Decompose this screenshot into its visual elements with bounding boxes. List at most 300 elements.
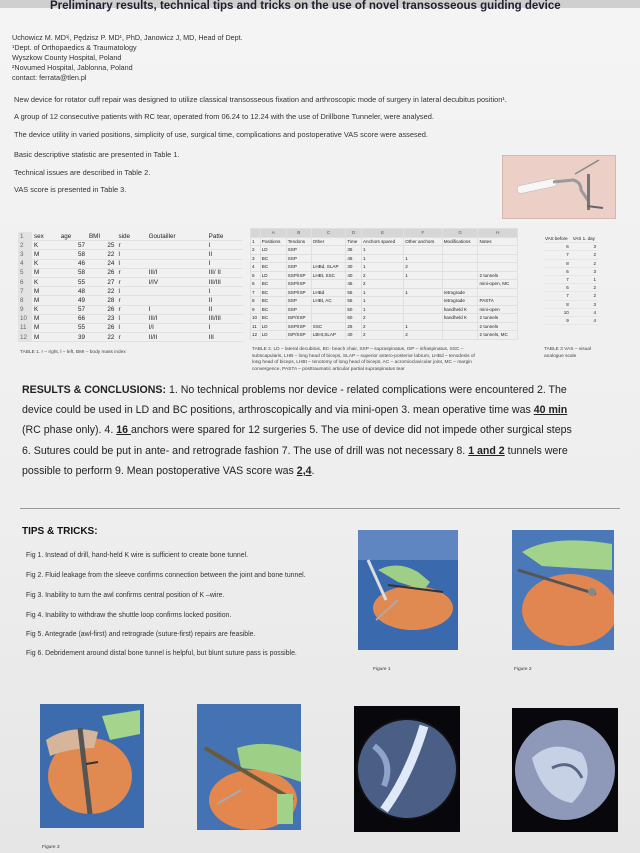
results-heading: RESULTS & CONCLUSIONS: [22, 384, 166, 396]
table-cell: 1 [404, 288, 443, 297]
table-row [18, 250, 243, 259]
row-number: 4 [18, 259, 32, 268]
table-cell [311, 246, 346, 255]
table-cell: I/I [147, 323, 207, 332]
table-3-caption [544, 347, 591, 360]
results-text: tunnels were [504, 445, 568, 457]
table-cell: SSP [286, 297, 311, 306]
table-cell: III/ II [207, 268, 243, 277]
row-number: 11 [251, 322, 261, 331]
figure-6-arthroscopy [512, 708, 618, 832]
vas-score-value: 2,4 [296, 465, 312, 477]
table-row [251, 288, 518, 297]
row-number: 12 [251, 331, 261, 340]
caption-line: long head of biceps, LHBt – tenotomy of long head of biceps, AC – acromioclavicular joint, MC – margin [252, 360, 472, 365]
table-row [543, 300, 598, 308]
table-cell: 22 [87, 333, 116, 342]
table-cell: 1 [361, 246, 403, 255]
table-cell: 27 [87, 277, 116, 286]
table-cell: l [116, 250, 146, 259]
table-row [543, 267, 598, 275]
row-number: 3 [251, 254, 261, 263]
table-cell: BC [260, 263, 286, 272]
table-cell: ISP/SSP [286, 331, 311, 340]
arthroscopy-view-icon [354, 706, 460, 832]
row-number: 1 [251, 237, 261, 246]
table-cell [442, 246, 478, 255]
table-cell [442, 254, 478, 263]
table-cell: BC [260, 305, 286, 314]
table-cell: 6 [543, 243, 571, 251]
table-cell: 49 [59, 296, 87, 305]
tip-item: Fig 1. Instead of drill, hand-held K wire is sufficient to create bone tunnel. [26, 552, 249, 559]
table-cell: SSP/ISP [286, 288, 311, 297]
table-header-cell: sex [32, 232, 59, 241]
surgery-photo-icon [512, 530, 614, 650]
table-cell: LHBd [311, 288, 346, 297]
table-cell: 9 [543, 316, 571, 324]
table-cell: 26 [87, 305, 116, 314]
affiliation-1: ¹Dept. of Orthopaedics & Traumatology [12, 43, 137, 52]
caption-line: TABLE 2. LD – lateral decubitus, BC- beach chair, SSP – supraspinatus, ISP – infraspinatus, SSC – [252, 347, 464, 352]
table-row [251, 280, 518, 289]
table-cell: 2 tunnels [478, 271, 518, 280]
table-header-cell: BMI [87, 232, 116, 241]
row-number: 8 [251, 297, 261, 306]
row-number: 10 [18, 314, 32, 323]
table-cell: 2 [361, 331, 403, 340]
table-header-cell: side [116, 232, 146, 241]
table-cell: 2 [361, 322, 403, 331]
table-cell: 58 [59, 268, 87, 277]
table-row [18, 296, 243, 305]
caption-line: analogue scale [544, 353, 577, 359]
table-header-cell: Notes [478, 237, 518, 246]
table-row [18, 241, 243, 250]
table-row [251, 263, 518, 272]
table-cell [311, 305, 346, 314]
table-cell: l [116, 323, 146, 332]
figure-2-photo [512, 530, 614, 650]
table-cell: 2 tunnels, MC [478, 331, 518, 340]
table-cell: 1 [361, 263, 403, 272]
table-cell: SSP/ISP [286, 271, 311, 280]
table-cell [147, 259, 207, 268]
table-row [251, 331, 518, 340]
results-text: device could be used in LD and BC positions, arthroscopically and via mini-open 3. mean operative time was [22, 404, 534, 416]
table-cell: r [116, 305, 146, 314]
tips-heading: TIPS & TRICKS: [22, 526, 98, 537]
table-cell: II [207, 250, 243, 259]
table-cell [442, 271, 478, 280]
row-number: 5 [251, 271, 261, 280]
tip-item: Fig 3. Inability to turn the awl confirms central position of K –wire. [26, 592, 225, 599]
results-text: 1. No technical problems nor device - related complications were encountered 2. The [166, 384, 567, 396]
table-cell: LHBd, SLAP [311, 263, 346, 272]
table-cell: 8 [543, 300, 571, 308]
table-cell: M [32, 296, 59, 305]
column-letter-row [251, 229, 518, 238]
table-cell: 66 [59, 314, 87, 323]
table-cell: 45 [346, 280, 362, 289]
table-cell: mini-open [478, 305, 518, 314]
table-row [18, 314, 243, 323]
table-cell: K [32, 305, 59, 314]
table-cell [478, 263, 518, 272]
author-block [12, 33, 243, 83]
table-cell [404, 280, 443, 289]
poster: Preliminary results, technical tips and tricks on the use of novel transosseous guiding device Uchowicz M. MD¹ʲ, Pędzisz P. MD¹, PhD, Janowicz J, MD, Head of Dept. ¹Dept. of Orthopaedics & Traumatology Wyszkow County Hospital, Poland ²Novumed Hospital, Jablonna, Poland contact: ferrata@tlen.pl New device for rotator cuff repair was designed to utilize classical transosseous fixation and arthroscopic mode of surgery in lateral decubitus position¹. A group of 12 consecutive patients with RC tear, operated from 06.24 to 12.24 with the use of Drillbone Tunneler, were analysed. The device utility in varied positions, simplicity of use, surgical time, complications and postoperative VAS score were assesed. Basic descriptive statistic are presented in Table 1. Technical issues are described in Table 2. VAS score is presented in Table 3. 1 sex age BMI side Goutailler Patte 2 K 57 25 r I 3 M 58 22 l II 4 K 46 24 l I 5 M 58 26 r III/I III/ II 6 K 55 27 r I/IV III/III 7 M 48 22 l I 8 M 49 28 r II 9 K 57 26 r I II 10 M 66 23 l III/I III/III 11 M 55 26 l I/I I 12 M 39 22 r II/II III TABLE 1. r – right, l – left, BMI – body mass index A B C D E F G H 1 Positions Tendons Other Time Anchors spared Other anchors Modifications Notes 2 LD SSP 35 1 3 BC SSP 45 1 1 4 BC SSP LHBd, SLAP 30 1 2 5 LD SSP/ISP LHBt, SSC 40 2 1 2 tunnels 6 BC SSP/ISP 45 2 mini-open, MC 7 BC SSP/ISP LHBd 55 1 1 retrograde 8 BC SSP LHBt, AC 55 1 retrograde PASTA 9 BC SSP 50 1 handheld K mini-open 10 BC ISP/SSP 60 2 handheld K 2 tunnels 11 LD SSP/ISP SSC 25 2 1 2 tunnels 12 LD ISP/SSP LBHt,SLAP 40 2 2 2 tunnels, MC TABLE 2. LD – lateral decubitus, BC- beach chair, SSP – supraspinatus, ISP – infraspinatus, SSC – subscapularis, LHB – long head of biceps, SLAP – superior antero-posterior labrum, LHBd – tenodesis of long head of biceps, LHBt – tenotomy of long head of biceps, AC – acromioclavicular joint, MC – margin convergence, PASTA – posttraumatic articular partial supraspinatus tear VAS before VAS 1. day 6 3 7 2 8 2 6 3 7 1 6 2 7 2 8 3 10 4 9 4 TABLE 3 VAS – visual analogue scale RESULTS & CONCLUSIONS: 1. No technical problems nor device - related complications were encountered 2. The device could be used in LD and BC positions, arthroscopically and via mini-open 3. mean operative time was 40 min (RC phase only). 4. 16 anchors were spared for 12 surgeries 5. The use of device did not impede other surgical steps 6. Sutures could be put in ante- and retrograde fashion 7. The use of drill was not necessary 8. 1 and 2 tunnels were possible to perform 9. Mean postoperative VAS score was 2,4. TIPS & TRICKS: Fig 1. Instead of drill, hand-held K wire is sufficient to create bone tunnel. Fig 2. Fluid leakage from the sleeve confirms connection between the joint and bone tunnel. Fig 3. Inability to turn the awl confirms central position of K –wire. Fig 4. Inability to withdraw the shuttle loop confirms locked position. Fig 5. Antegrade (awl-first) and retrograde (suture-first) repairs are feasible. Fig 6. Debridement around distal bone tunnel is helpful, but blunt suture pass is possible. Figure 1 Figure 2 Figure 3 [0, 0, 640, 853]
table-cell: I [207, 259, 243, 268]
table-header-cell: Tendons [286, 237, 311, 246]
table-cell: 7 [543, 292, 571, 300]
table-cell: 57 [59, 241, 87, 250]
row-number: 5 [18, 268, 32, 277]
figure-1-label: Figure 1 [373, 667, 391, 672]
table-cell: 48 [59, 287, 87, 296]
table-cell: III/III [207, 277, 243, 286]
table-cell: 2 [571, 259, 598, 267]
row-number: 6 [18, 277, 32, 286]
intro-line: Basic descriptive statistic are presented in Table 1. [14, 150, 180, 159]
table-cell [311, 314, 346, 323]
results-text: possible to perform 9. Mean postoperative VAS score was [22, 465, 297, 477]
table-row [543, 316, 598, 324]
table-row [251, 305, 518, 314]
table-cell: r [116, 277, 146, 286]
table-row [18, 287, 243, 296]
table-cell: 58 [59, 250, 87, 259]
table-cell: 55 [59, 323, 87, 332]
results-text: anchors were spared for 12 surgeries 5. The use of device did not impede other surgical steps [130, 424, 572, 436]
table-cell: 6 [543, 284, 571, 292]
row-number: 1 [18, 232, 32, 241]
table-cell: 2 tunnels [478, 314, 518, 323]
table-cell: SSP/ISP [286, 322, 311, 331]
row-number: 6 [251, 280, 261, 289]
row-number: 12 [18, 333, 32, 342]
intro-line: Technical issues are described in Table 2. [14, 168, 151, 177]
table-cell [147, 241, 207, 250]
table-cell: mini-open, MC [478, 280, 518, 289]
table-cell: 10 [543, 308, 571, 316]
table-cell: 28 [87, 296, 116, 305]
table-cell: 2 [571, 284, 598, 292]
table-cell: K [32, 259, 59, 268]
table-cell: 23 [87, 314, 116, 323]
table-cell: I [207, 287, 243, 296]
row-number: 3 [18, 250, 32, 259]
table-cell: 57 [59, 305, 87, 314]
table-cell [404, 246, 443, 255]
table-cell: 26 [87, 268, 116, 277]
caption-line: convergence, PASTA – posttraumatic articular partial supraspinatus tear [252, 366, 405, 372]
table-cell: LD [260, 246, 286, 255]
table-cell: I [147, 305, 207, 314]
table-row [543, 259, 598, 267]
table-row [543, 292, 598, 300]
table-cell: LHBt, SSC [311, 271, 346, 280]
table-cell: 55 [346, 288, 362, 297]
table-row [543, 235, 598, 243]
table-cell: SSP/ISP [286, 280, 311, 289]
table-cell: 1 [361, 305, 403, 314]
table-cell: 22 [87, 287, 116, 296]
table-cell: l [116, 259, 146, 268]
surgery-photo-icon [358, 530, 458, 650]
table-cell: 2 [361, 271, 403, 280]
table-row [543, 251, 598, 259]
table-cell: SSP [286, 263, 311, 272]
table-header-cell: Positions [260, 237, 286, 246]
table-cell [404, 297, 443, 306]
surgery-photo-icon [40, 704, 144, 828]
table-cell [478, 246, 518, 255]
table-cell: 60 [346, 314, 362, 323]
column-letter: D [346, 229, 362, 238]
table-cell: 22 [87, 250, 116, 259]
figure-1-photo [358, 530, 458, 650]
row-number: 7 [18, 287, 32, 296]
figure-3-photo [40, 704, 144, 828]
table-row [251, 314, 518, 323]
table-cell: retrograde [442, 297, 478, 306]
intro-line: New device for rotator cuff repair was designed to utilize classical transosseous fixation and arthroscopic mode of surgery in lateral decubitus position¹. [14, 95, 507, 104]
table-cell [311, 280, 346, 289]
table-row [18, 333, 243, 342]
table-cell: SSC [311, 322, 346, 331]
table-cell: 1 [404, 322, 443, 331]
table-row [18, 259, 243, 268]
tip-item: Fig 5. Antegrade (awl-first) and retrograde (suture-first) repairs are feasible. [26, 631, 256, 638]
table-cell [442, 280, 478, 289]
table-cell: ISP/SSP [286, 314, 311, 323]
column-letter: A [260, 229, 286, 238]
table-cell [311, 254, 346, 263]
table-cell [442, 263, 478, 272]
table-cell: 7 [543, 275, 571, 283]
table-cell: I/IV [147, 277, 207, 286]
section-divider [20, 508, 620, 509]
table-row [251, 237, 518, 246]
table-row [18, 305, 243, 314]
tip-item: Fig 4. Inability to withdraw the shuttle loop confirms locked position. [26, 612, 232, 619]
contact-email: contact: ferrata@tlen.pl [12, 73, 87, 82]
table-cell: r [116, 241, 146, 250]
table-cell: 3 [571, 267, 598, 275]
table-cell: 55 [346, 297, 362, 306]
intro-line: VAS score is presented in Table 3. [14, 185, 127, 194]
table-cell: SSP [286, 254, 311, 263]
table-cell: 25 [346, 322, 362, 331]
column-letter: G [442, 229, 478, 238]
table-row [251, 322, 518, 331]
table-cell: 2 tunnels [478, 322, 518, 331]
table-cell: BC [260, 280, 286, 289]
table-cell: retrograde [442, 288, 478, 297]
table-cell: III/III [207, 314, 243, 323]
table-cell: 24 [87, 259, 116, 268]
affiliation-2: ²Novumed Hospital, Jablonna, Poland [12, 63, 133, 72]
table-cell: M [32, 314, 59, 323]
table-cell: LD [260, 331, 286, 340]
anchors-spared-value: 16 [116, 424, 131, 436]
figure-5-arthroscopy [354, 706, 460, 832]
table-1-caption: TABLE 1. r – right, l – left, BMI – body mass index [20, 350, 126, 355]
table-cell [147, 250, 207, 259]
figure-3-label: Figure 3 [42, 845, 60, 850]
table-cell: LBHt,SLAP [311, 331, 346, 340]
table-row [543, 275, 598, 283]
table-cell [147, 296, 207, 305]
table-cell: 8 [543, 259, 571, 267]
table-cell: 26 [87, 323, 116, 332]
table-cell: M [32, 250, 59, 259]
table-row [251, 297, 518, 306]
table-cell: BC [260, 314, 286, 323]
device-photo [502, 155, 616, 219]
table-cell: handheld K [442, 314, 478, 323]
table-cell: BC [260, 288, 286, 297]
operative-time-value: 40 min [533, 404, 568, 416]
table-cell: LD [260, 271, 286, 280]
table-header-cell: VAS 1. day [571, 235, 598, 243]
table-cell: SSP [286, 246, 311, 255]
table-row [18, 323, 243, 332]
table-cell: M [32, 287, 59, 296]
table-cell: LD [260, 322, 286, 331]
author-names: Uchowicz M. MD¹ʲ, Pędzisz P. MD¹, PhD, Janowicz J, MD, Head of Dept. [12, 33, 243, 42]
table-cell: l [116, 287, 146, 296]
table-cell: 40 [346, 271, 362, 280]
figure-4-photo [197, 704, 301, 830]
table-row [543, 243, 598, 251]
table-cell: r [116, 296, 146, 305]
table-cell: 1 [571, 275, 598, 283]
table-cell: 4 [571, 316, 598, 324]
table-cell: 35 [346, 246, 362, 255]
row-number: 2 [18, 241, 32, 250]
intro-line: The device utility in varied positions, simplicity of use, surgical time, complications and postoperative VAS score were assesed. [14, 130, 428, 139]
table-cell: PASTA [478, 297, 518, 306]
intro-line: A group of 12 consecutive patients with RC tear, operated from 06.24 to 12.24 with the use of Drillbone Tunneler, were analysed. [14, 112, 434, 121]
table-cell: 7 [543, 251, 571, 259]
table-cell: 3 [571, 243, 598, 251]
table-cell: III [207, 333, 243, 342]
table-cell: 1 [361, 288, 403, 297]
table-cell: III/I [147, 268, 207, 277]
table-cell: 1 [404, 254, 443, 263]
row-number: 2 [251, 246, 261, 255]
arthroscopy-view-icon [512, 708, 618, 832]
table-cell [478, 254, 518, 263]
table-3 [543, 235, 598, 325]
row-number: 10 [251, 314, 261, 323]
table-cell: 25 [87, 241, 116, 250]
table-cell [404, 314, 443, 323]
table-cell: 1 [361, 254, 403, 263]
table-row [543, 284, 598, 292]
poster-title: Preliminary results, technical tips and tricks on the use of novel transosseous guiding device [50, 0, 561, 12]
tunnels-value: 1 and 2 [468, 445, 505, 457]
table-row [543, 308, 598, 316]
table-row [251, 271, 518, 280]
table-cell: 2 [571, 251, 598, 259]
table-cell: 2 [404, 331, 443, 340]
column-letter: C [311, 229, 346, 238]
table-cell: r [116, 268, 146, 277]
table-cell [478, 288, 518, 297]
table-cell: II [207, 305, 243, 314]
row-number: 7 [251, 288, 261, 297]
table-header-cell: Anchors spared [361, 237, 403, 246]
table-row [251, 246, 518, 255]
table-cell [442, 322, 478, 331]
table-cell: II [207, 296, 243, 305]
table-2-caption [252, 347, 522, 373]
table-cell: M [32, 268, 59, 277]
table-cell: 40 [346, 331, 362, 340]
caption-line: subscapularis, LHB – long head of biceps, SLAP – superior antero-posterior labrum, LHBd – tenodesis of [252, 353, 475, 359]
table-cell: 46 [59, 259, 87, 268]
table-cell [404, 305, 443, 314]
surgery-photo-icon [197, 704, 301, 830]
table-header-cell: Other [311, 237, 346, 246]
table-cell: 3 [571, 300, 598, 308]
table-2 [250, 228, 518, 340]
affiliation-1-location: Wyszkow County Hospital, Poland [12, 53, 122, 62]
table-cell: 39 [59, 333, 87, 342]
row-number: 4 [251, 263, 261, 272]
table-cell: M [32, 323, 59, 332]
table-cell: I [207, 323, 243, 332]
table-cell: 1 [404, 271, 443, 280]
table-cell: M [32, 333, 59, 342]
column-letter: E [361, 229, 403, 238]
results-text: (RC phase only). 4. [22, 424, 117, 436]
row-number: 9 [251, 305, 261, 314]
figure-2-label: Figure 2 [514, 667, 532, 672]
table-cell: r [116, 333, 146, 342]
table-header-cell: Modifications [442, 237, 478, 246]
table-row [18, 232, 243, 241]
table-cell: 2 [361, 280, 403, 289]
tunneler-device-icon [503, 156, 615, 218]
table-header-cell: VAS before [543, 235, 571, 243]
table-cell: 50 [346, 305, 362, 314]
results-text: 6. Sutures could be put in ante- and retrograde fashion 7. The use of drill was not necessary 8. [22, 445, 469, 457]
table-header-cell: Other anchors [404, 237, 443, 246]
tip-item: Fig 6. Debridement around distal bone tunnel is helpful, but blunt suture pass is possible. [26, 650, 297, 657]
row-number: 11 [18, 323, 32, 332]
caption-line: TABLE 3 VAS – visual [544, 347, 592, 352]
table-cell: BC [260, 297, 286, 306]
table-cell: 30 [346, 263, 362, 272]
table-cell [147, 287, 207, 296]
table-1 [18, 232, 243, 342]
table-row [251, 254, 518, 263]
table-cell: 2 [361, 314, 403, 323]
table-cell: 55 [59, 277, 87, 286]
table-cell: K [32, 241, 59, 250]
table-cell: II/II [147, 333, 207, 342]
row-number: 8 [18, 296, 32, 305]
table-cell: BC [260, 254, 286, 263]
table-cell: 4 [571, 308, 598, 316]
table-cell: SSP [286, 305, 311, 314]
table-cell: 45 [346, 254, 362, 263]
table-cell: l [116, 314, 146, 323]
